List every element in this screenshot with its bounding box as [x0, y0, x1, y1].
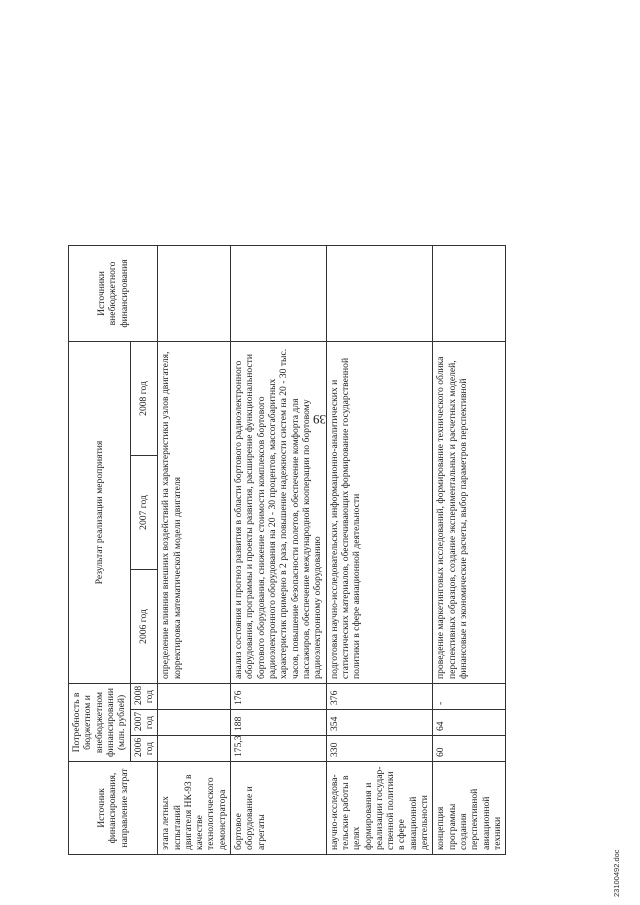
row-value-2007: [158, 710, 231, 736]
table-row: [158, 19, 231, 854]
header-extra: Источники внебюджетного финансирования: [69, 245, 158, 341]
row-extra: [433, 245, 506, 341]
row-value-2008: 376: [326, 684, 433, 710]
header-year-2007: 2007 год: [130, 710, 158, 736]
row-value-2006: [158, 736, 231, 762]
row-extra: [158, 245, 231, 341]
header-need: Потребность в бюджетном и внебюджетном финансировании (млн. рублей): [69, 684, 131, 762]
row-value-2008: -: [433, 684, 506, 710]
page-number: 39: [313, 412, 327, 427]
header-result: Результат реализации мероприятия: [69, 341, 131, 683]
funding-table: [68, 19, 506, 855]
row-value-2008: 176: [231, 684, 327, 710]
table-row: [433, 19, 506, 854]
row-extra: [231, 245, 327, 341]
row-value-2006: 330: [326, 736, 433, 762]
table-row: [231, 19, 327, 854]
header-year-2008: 2008 год: [130, 684, 158, 710]
header-result-2007: 2007 год: [130, 456, 158, 570]
table-header-row: [69, 19, 131, 854]
row-value-2006: 175,3: [231, 736, 327, 762]
row-direction: этапа летных испытаний двигателя НК-93 в качестве технологического демонстратора: [158, 762, 231, 855]
header-year-2006: 2006 год: [130, 736, 158, 762]
row-direction: научно-исследова-тельские работы в целях формирования и реализации государ-ственной политики в сфере авиационной деятельности: [326, 762, 433, 855]
row-result: анализ состояния и прогноз развития в области бортового радиоэлектронного оборудования, программы и проекты развития, расширение функциональности бортового оборудования, снижение стоимости комплексов бортового радиоэлектронного оборудования на 20 - 30 процентов, массогабаритных характеристик примерно в 2 раза, повышение надежности систем на 20 - 30 тыс. часов, повышение безопасности полетов, обеспечение комфорта для пассажиров, обеспечение международной кооперации по бортовому радиоэлектронному оборудованию: [231, 341, 327, 683]
row-extra: [326, 245, 433, 341]
header-result-2008: 2008 год: [130, 341, 158, 455]
header-result-2006: 2006 год: [130, 570, 158, 684]
row-direction: бортовое оборудование и агрегаты: [231, 762, 327, 855]
row-result: проведение маркетинговых исследований, формирование технического облика перспективных образцов, создание экспериментальных и расчетных моделей, финансовые и экономические расчеты, выбор параметров перспективной: [433, 341, 506, 683]
table-row: [326, 19, 433, 854]
row-value-2007: 64: [433, 710, 506, 736]
row-direction: концепция программы создания перспективной авиационной техники: [433, 762, 506, 855]
row-value-2008: [158, 684, 231, 710]
row-value-2007: 354: [326, 710, 433, 736]
row-result: определение влияния внешних воздействий на характеристики узлов двигателя, корректировка математической модели двигателя: [158, 341, 231, 683]
row-value-2007: 188: [231, 710, 327, 736]
row-value-2006: 60: [433, 736, 506, 762]
row-result: подготовка научно-исследовательских, информационно-аналитических и статистических материалов, обеспечивающих формирование государственной политики в сфере авиационной деятельности: [326, 341, 433, 683]
header-source: Источник финансирования, направление затрат: [69, 762, 158, 855]
file-label: 23100492.doc: [612, 849, 621, 897]
